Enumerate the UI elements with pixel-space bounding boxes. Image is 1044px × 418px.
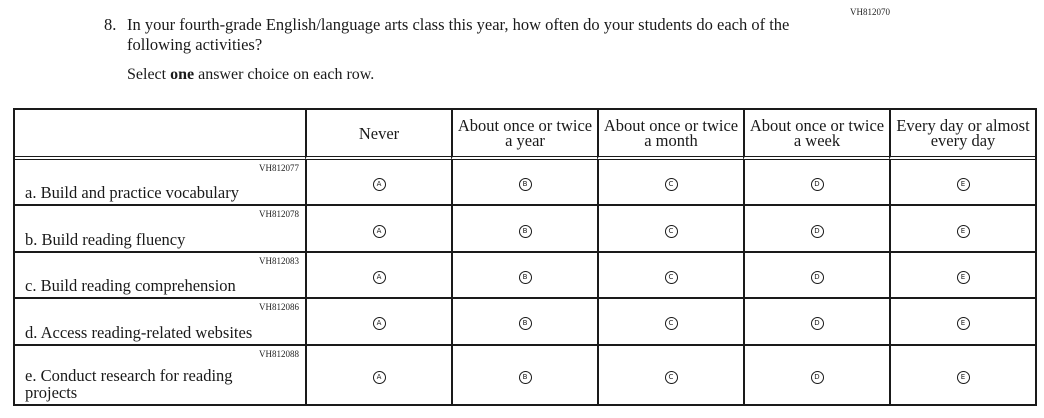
answer-bubble-b-never[interactable]: A [373, 225, 386, 238]
answer-bubble-a-yearly[interactable]: B [519, 178, 532, 191]
answer-bubble-e-monthly[interactable]: C [665, 371, 678, 384]
option-cell [597, 206, 743, 252]
answer-bubble-e-weekly[interactable]: D [811, 371, 824, 384]
option-cell [889, 160, 1035, 206]
column-header-yearly: About once or twice a year [451, 110, 597, 160]
answer-bubble-b-monthly[interactable]: C [665, 225, 678, 238]
item-row-d [15, 299, 1035, 345]
answer-bubble-b-yearly[interactable]: B [519, 225, 532, 238]
item-code: VH812086 [259, 302, 299, 313]
item-label: d. Access reading-related websites [25, 322, 253, 342]
answer-bubble-d-yearly[interactable]: B [519, 317, 532, 330]
column-header-daily: Every day or almost every day [889, 110, 1035, 160]
instruction-pre: Select [127, 66, 171, 83]
instruction [127, 66, 374, 84]
instruction-post: answer choice on each row. [194, 66, 375, 83]
item-label: c. Build reading comprehension [25, 276, 236, 296]
answer-bubble-d-never[interactable]: A [373, 317, 386, 330]
item-row-b [15, 206, 1035, 252]
item-row-e [15, 346, 1035, 405]
option-cell [743, 206, 889, 252]
row-label-cell [15, 346, 305, 405]
option-cell [889, 253, 1035, 299]
header-row [15, 110, 1035, 160]
answer-bubble-c-daily[interactable]: E [957, 271, 970, 284]
item-label: a. Build and practice vocabulary [25, 183, 239, 203]
row-label-cell [15, 160, 305, 206]
instruction-emphasis: one [170, 66, 195, 83]
option-cell [451, 160, 597, 206]
item-row-c [15, 253, 1035, 299]
answer-bubble-c-yearly[interactable]: B [519, 271, 532, 284]
option-cell [305, 160, 451, 206]
option-cell [889, 299, 1035, 345]
answer-bubble-c-monthly[interactable]: C [665, 271, 678, 284]
answer-bubble-e-daily[interactable]: E [957, 371, 970, 384]
option-cell [743, 346, 889, 405]
answer-bubble-d-monthly[interactable]: C [665, 317, 678, 330]
answer-bubble-e-never[interactable]: A [373, 371, 386, 384]
item-code: VH812088 [259, 348, 299, 359]
option-cell [305, 253, 451, 299]
option-cell [597, 253, 743, 299]
answer-bubble-c-never[interactable]: A [373, 271, 386, 284]
answer-bubble-a-monthly[interactable]: C [665, 178, 678, 191]
option-cell [889, 346, 1035, 405]
option-cell [743, 253, 889, 299]
option-cell [743, 299, 889, 345]
answer-bubble-e-yearly[interactable]: B [519, 371, 532, 384]
option-cell [743, 160, 889, 206]
question-number: 8. [104, 15, 117, 34]
page-code: VH812070 [850, 7, 890, 17]
header-blank [15, 110, 305, 160]
answer-bubble-d-daily[interactable]: E [957, 317, 970, 330]
answer-bubble-b-daily[interactable]: E [957, 225, 970, 238]
answer-bubble-c-weekly[interactable]: D [811, 271, 824, 284]
row-label-cell [15, 299, 305, 345]
option-cell [597, 160, 743, 206]
answer-bubble-a-weekly[interactable]: D [811, 178, 824, 191]
item-code: VH812078 [259, 209, 299, 220]
item-code: VH812077 [259, 163, 299, 173]
option-cell [451, 206, 597, 252]
item-label: b. Build reading fluency [25, 229, 186, 249]
row-label-cell [15, 206, 305, 252]
answer-bubble-a-daily[interactable]: E [957, 178, 970, 191]
option-cell [451, 299, 597, 345]
option-cell [597, 299, 743, 345]
answer-bubble-d-weekly[interactable]: D [811, 317, 824, 330]
option-cell [889, 206, 1035, 252]
item-label: e. Conduct research for reading projects [25, 366, 233, 402]
option-cell [305, 206, 451, 252]
question-text: In your fourth-grade English/language arts class this year, how often do your students do each of the following activities? [127, 15, 790, 54]
column-header-weekly: About once or twice a week [743, 110, 889, 160]
item-code: VH812083 [259, 255, 299, 266]
option-cell [305, 346, 451, 405]
column-header-monthly: About once or twice a month [597, 110, 743, 160]
row-label-cell [15, 253, 305, 299]
item-row-a [15, 160, 1035, 206]
option-cell [451, 253, 597, 299]
answer-grid [13, 108, 1037, 406]
option-cell [451, 346, 597, 405]
option-cell [597, 346, 743, 405]
column-header-never: Never [305, 110, 451, 160]
answer-bubble-a-never[interactable]: A [373, 178, 386, 191]
option-cell [305, 299, 451, 345]
answer-bubble-b-weekly[interactable]: D [811, 225, 824, 238]
